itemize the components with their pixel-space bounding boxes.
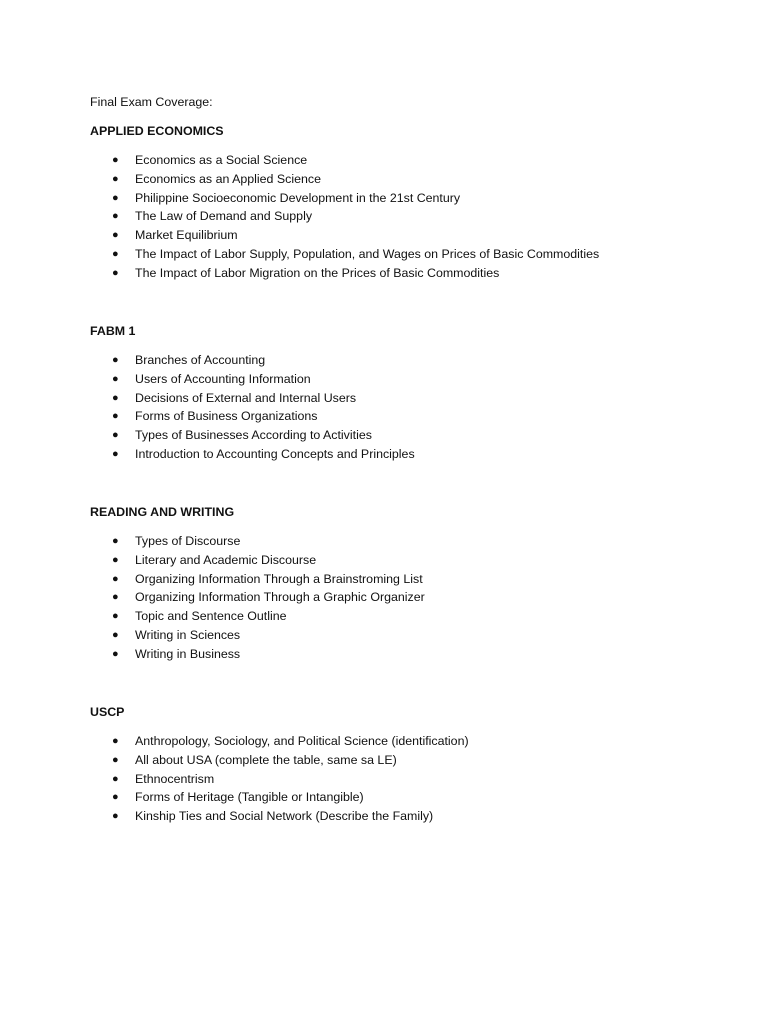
bullet-icon: ● <box>112 410 119 423</box>
list-item <box>90 264 690 283</box>
list-item <box>90 245 690 264</box>
list-item-text: The Impact of Labor Supply, Population, and Wages on Prices of Basic Commodities <box>135 246 600 261</box>
bullet-list <box>90 151 690 283</box>
section-title: READING AND WRITING <box>90 505 235 519</box>
list-item-text: Organizing Information Through a Brainstroming List <box>135 571 423 586</box>
list-item-text: Kinship Ties and Social Network (Describe the Family) <box>135 809 434 824</box>
section-uscp <box>90 703 690 826</box>
list-item-text: All about USA (complete the table, same sa LE) <box>135 752 397 767</box>
bullet-icon: ● <box>112 610 119 623</box>
bullet-icon: ● <box>112 772 119 785</box>
bullet-icon: ● <box>112 553 119 566</box>
list-item <box>90 770 690 789</box>
list-item <box>90 189 690 208</box>
bullet-icon: ● <box>112 591 119 604</box>
list-item <box>90 751 690 770</box>
list-item-text: Anthropology, Sociology, and Political Science (identification) <box>135 734 469 748</box>
section-fabm-1 <box>90 322 690 464</box>
intro-line: Final Exam Coverage: <box>90 95 213 109</box>
bullet-icon: ● <box>112 191 119 204</box>
list-item <box>90 351 690 370</box>
list-item-text: Types of Discourse <box>135 534 241 548</box>
list-item-text: Writing in Business <box>135 646 241 661</box>
bullet-list <box>90 532 690 664</box>
bullet-icon: ● <box>112 628 119 641</box>
bullet-icon: ● <box>112 735 119 747</box>
document-body <box>90 93 690 824</box>
list-item <box>90 407 690 426</box>
list-item-text: Economics as a Social Science <box>135 153 308 167</box>
list-item <box>90 588 690 607</box>
list-item <box>90 426 690 445</box>
list-item-text: Topic and Sentence Outline <box>135 609 287 624</box>
bullet-icon: ● <box>112 753 119 766</box>
bullet-icon: ● <box>112 791 119 804</box>
section-title: FABM 1 <box>90 324 136 338</box>
list-item-text: Forms of Business Organizations <box>135 409 318 424</box>
bullet-icon: ● <box>112 210 119 223</box>
list-item <box>90 532 690 551</box>
list-item-text: The Law of Demand and Supply <box>135 209 313 224</box>
bullet-icon: ● <box>112 810 119 823</box>
list-item-text: Branches of Accounting <box>135 353 266 367</box>
list-item <box>90 389 690 408</box>
section-reading-and-writing <box>90 503 690 664</box>
list-item <box>90 607 690 626</box>
list-item-text: Users of Accounting Information <box>135 371 311 386</box>
bullet-icon: ● <box>112 447 119 460</box>
list-item <box>90 732 690 751</box>
list-item-text: Market Equilibrium <box>135 228 238 243</box>
bullet-list <box>90 351 690 464</box>
list-item <box>90 226 690 245</box>
list-item-text: Organizing Information Through a Graphic Organizer <box>135 590 425 605</box>
bullet-icon: ● <box>112 372 119 385</box>
list-item <box>90 370 690 389</box>
list-item-text: Ethnocentrism <box>135 771 215 786</box>
list-item <box>90 551 690 570</box>
bullet-icon: ● <box>112 572 119 585</box>
section-title: APPLIED ECONOMICS <box>90 124 224 138</box>
bullet-icon: ● <box>112 647 119 660</box>
bullet-icon: ● <box>112 229 119 242</box>
list-item-text: Economics as an Applied Science <box>135 171 321 186</box>
bullet-icon: ● <box>112 172 119 185</box>
list-item-text: Forms of Heritage (Tangible or Intangible) <box>135 790 364 805</box>
bullet-list <box>90 732 690 826</box>
list-item <box>90 645 690 664</box>
list-item <box>90 807 690 826</box>
bullet-icon: ● <box>112 429 119 442</box>
bullet-icon: ● <box>112 354 119 366</box>
list-item-text: The Impact of Labor Migration on the Prices of Basic Commodities <box>135 265 500 280</box>
list-item <box>90 151 690 170</box>
bullet-icon: ● <box>112 266 119 279</box>
list-item <box>90 445 690 464</box>
bullet-icon: ● <box>112 535 119 547</box>
section-title: USCP <box>90 705 125 719</box>
bullet-icon: ● <box>112 391 119 404</box>
bullet-icon: ● <box>112 247 119 260</box>
list-item <box>90 207 690 226</box>
list-item-text: Decisions of External and Internal Users <box>135 390 357 405</box>
list-item-text: Philippine Socioeconomic Development in the 21st Century <box>135 190 461 205</box>
list-item <box>90 788 690 807</box>
list-item <box>90 626 690 645</box>
section-applied-economics <box>90 122 690 283</box>
list-item-text: Literary and Academic Discourse <box>135 552 317 567</box>
list-item-text: Types of Businesses According to Activities <box>135 428 372 443</box>
bullet-icon: ● <box>112 154 119 166</box>
list-item <box>90 570 690 589</box>
list-item-text: Introduction to Accounting Concepts and Principles <box>135 446 415 461</box>
list-item <box>90 170 690 189</box>
list-item-text: Writing in Sciences <box>135 627 241 642</box>
